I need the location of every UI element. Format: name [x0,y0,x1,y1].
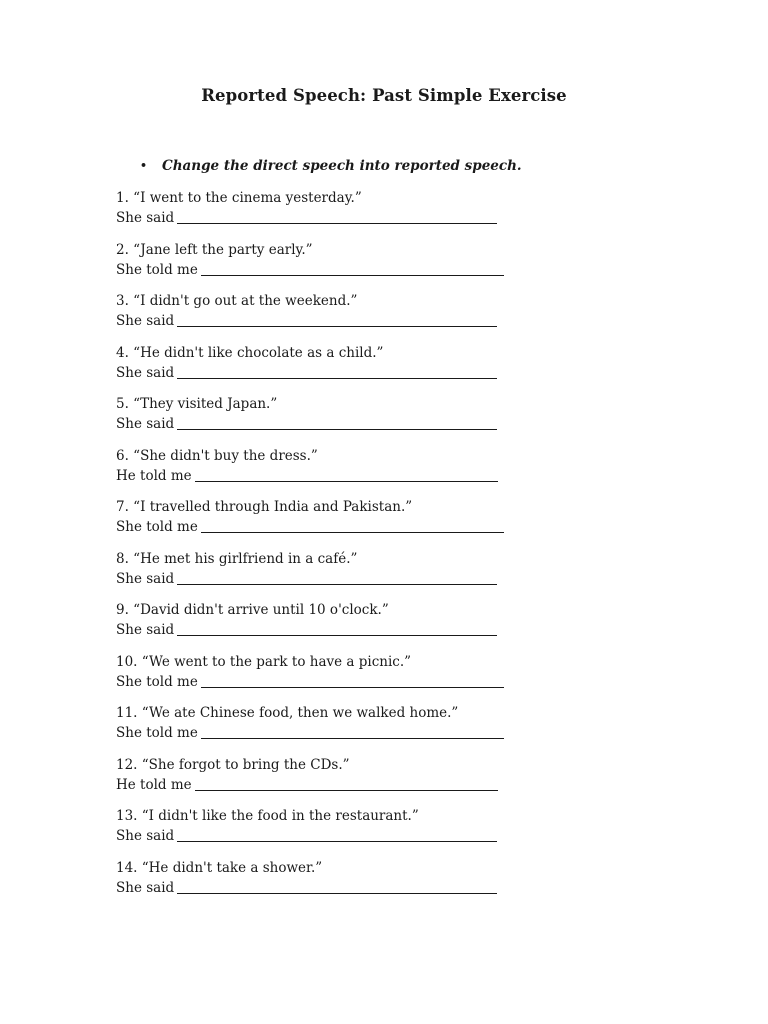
exercise-answer-line [116,569,536,589]
exercise-item [116,497,536,549]
exercise-answer-line [116,620,536,640]
exercise-question: 9. “David didn't arrive until 10 o'clock.” [116,602,389,618]
answer-blank[interactable] [201,261,504,276]
exercise-answer-line [116,466,536,486]
exercise-answer-line [116,208,536,228]
page-title: Reported Speech: Past Simple Exercise [201,86,567,105]
exercise-item [116,600,536,652]
exercise-question: 11. “We ate Chinese food, then we walked home.” [116,705,459,721]
exercise-item [116,858,536,910]
exercise-question: 10. “We went to the park to have a picnic.” [116,653,412,670]
answer-blank[interactable] [195,776,498,791]
exercise-item [116,240,536,292]
answer-lead: She told me [116,673,198,690]
exercise-question: 7. “I travelled through India and Pakistan.” [116,499,413,515]
answer-lead: She said [116,416,175,432]
exercise-answer-line [116,517,536,537]
answer-blank[interactable] [177,827,497,842]
answer-lead: She told me [116,261,198,278]
answer-lead: She said [116,879,175,896]
exercise-item [116,703,536,755]
answer-lead: She told me [116,519,198,535]
answer-blank[interactable] [177,415,497,430]
exercise-item [116,188,536,240]
answer-blank[interactable] [177,879,497,894]
exercise-item [116,343,536,395]
answer-lead: She told me [116,725,198,741]
answer-blank[interactable] [201,673,504,688]
exercise-answer-line [116,260,536,280]
answer-blank[interactable] [195,467,498,482]
exercise-answer-line [116,723,536,743]
exercise-question: 6. “She didn't buy the dress.” [116,447,318,464]
exercise-item [116,291,536,343]
exercise-answer-line [116,363,536,383]
exercise-answer-line [116,672,536,692]
exercise-item [116,652,536,704]
exercise-question: 8. “He met his girlfriend in a café.” [116,550,358,567]
answer-lead: She said [116,570,175,587]
instruction-text: Change the direct speech into reported speech. [162,158,522,174]
answer-lead: She said [116,313,175,329]
answer-lead: He told me [116,776,192,793]
answer-lead: She said [116,210,175,226]
exercise-question: 5. “They visited Japan.” [116,396,278,412]
answer-blank[interactable] [177,312,497,327]
answer-blank[interactable] [177,364,497,379]
exercise-question: 2. “Jane left the party early.” [116,241,313,258]
exercise-item [116,549,536,601]
answer-blank[interactable] [177,570,497,585]
exercise-question: 13. “I didn't like the food in the restaurant.” [116,808,419,824]
instruction [140,158,522,174]
exercise-question: 14. “He didn't take a shower.” [116,859,323,876]
exercise-answer-line [116,878,536,898]
exercise-answer-line [116,775,536,795]
exercise-question: 1. “I went to the cinema yesterday.” [116,190,362,206]
exercise-item [116,394,536,446]
answer-lead: He told me [116,467,192,484]
exercise-question: 4. “He didn't like chocolate as a child.” [116,344,384,361]
answer-lead: She said [116,828,175,844]
answer-lead: She said [116,622,175,638]
exercise-question: 3. “I didn't go out at the weekend.” [116,293,358,309]
exercise-list [116,188,536,909]
answer-blank[interactable] [201,724,504,739]
exercise-question: 12. “She forgot to bring the CDs.” [116,756,350,773]
exercise-item [116,806,536,858]
answer-blank[interactable] [177,621,497,636]
bullet-icon: • [140,159,148,172]
exercise-answer-line [116,311,536,331]
answer-blank[interactable] [177,209,497,224]
answer-lead: She said [116,364,175,381]
exercise-item [116,755,536,807]
exercise-item [116,446,536,498]
answer-blank[interactable] [201,518,504,533]
exercise-answer-line [116,826,536,846]
exercise-answer-line [116,414,536,434]
